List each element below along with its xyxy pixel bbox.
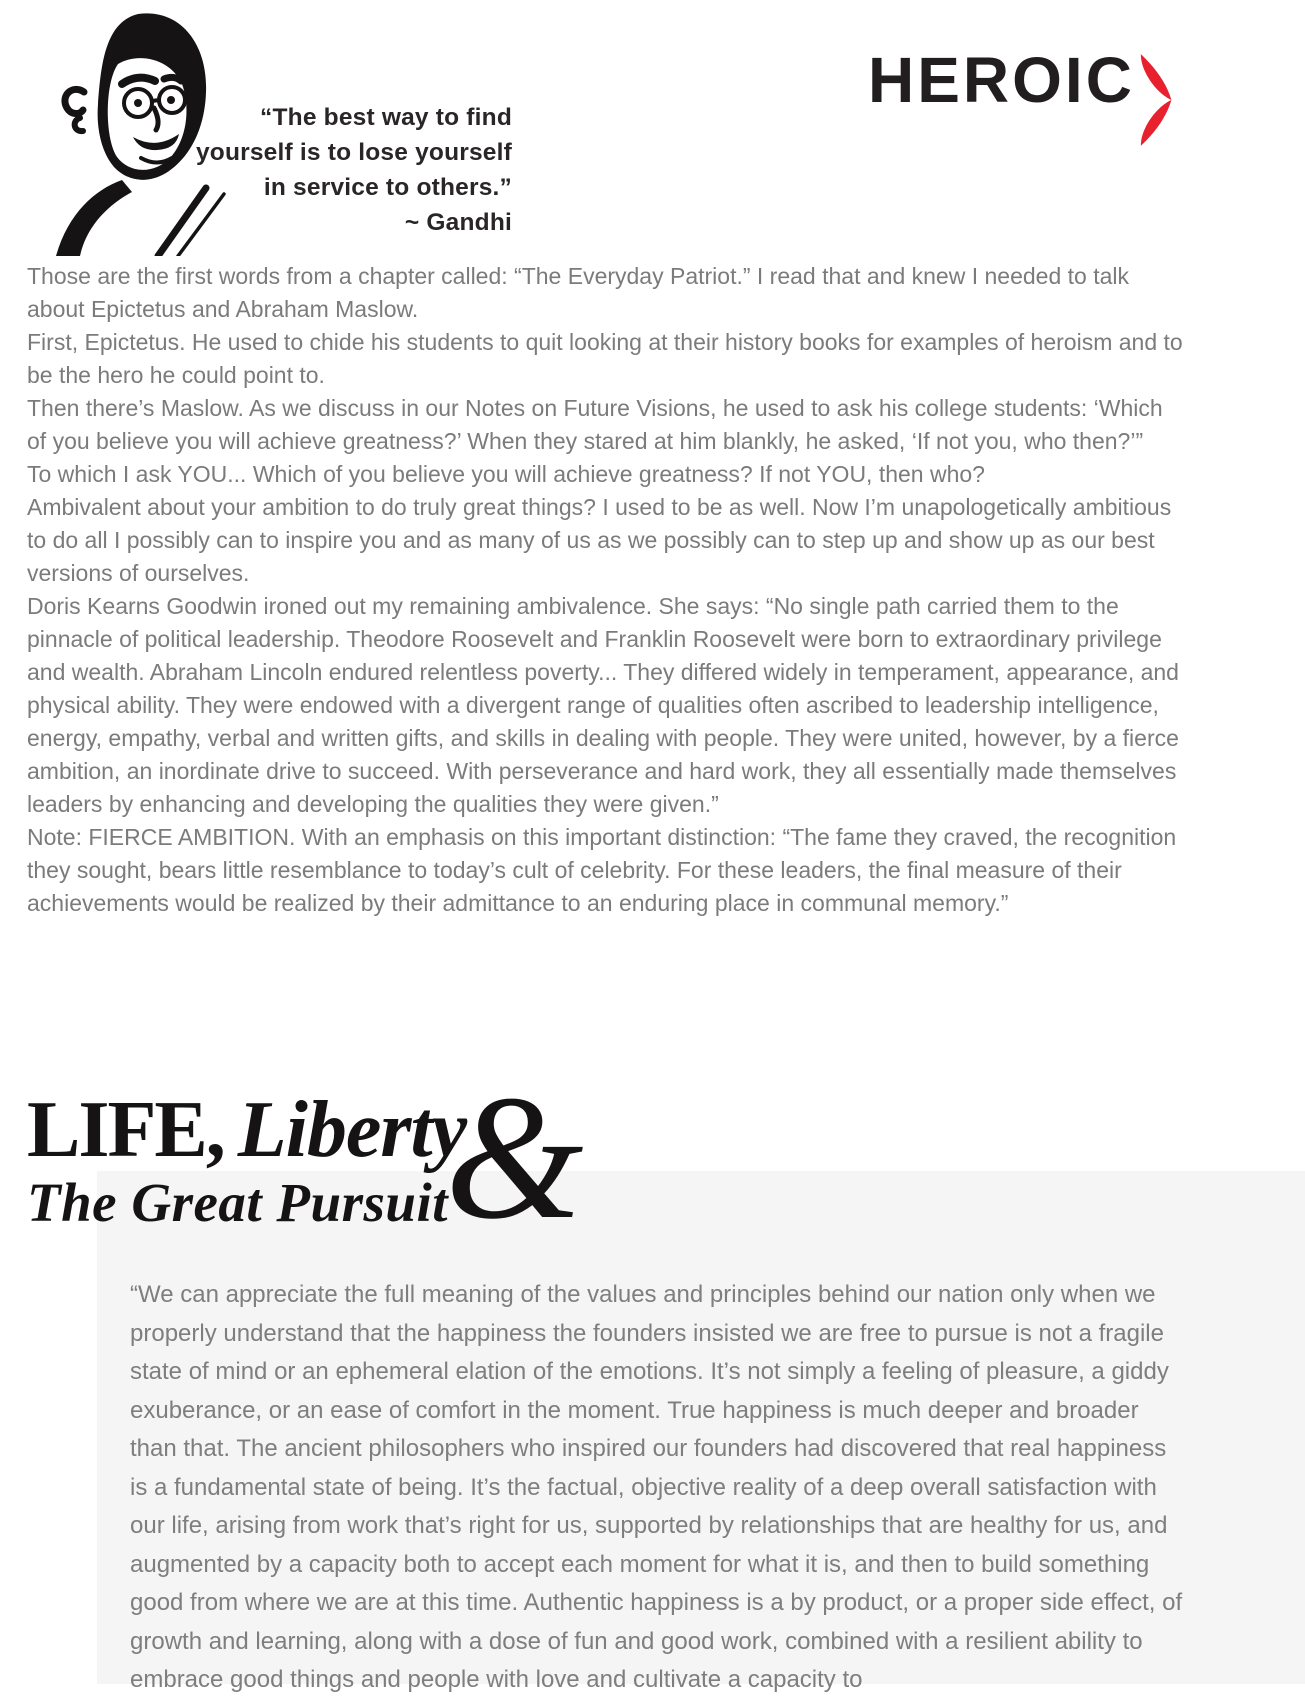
gandhi-quote-attribution: ~ Gandhi <box>404 209 512 236</box>
heading-word-life: LIFE, <box>27 1086 224 1174</box>
pursuit-quote-panel <box>97 1171 1305 1693</box>
gandhi-quote-line: yourself is to lose yourself <box>195 139 512 166</box>
heading-line2: The Great Pursuit <box>27 1172 449 1233</box>
gandhi-quote-line: “The best way to find <box>260 104 512 131</box>
body-paragraph: Ambivalent about your ambition to do truly great things? I used to be as well. Now I’m unapologetically ambitious to do all I possibly can to inspire you and as many of us as we possibly can to step up and show up as our best versions of ourselves. <box>27 494 1172 586</box>
heading-word-liberty: Liberty <box>237 1086 467 1174</box>
body-paragraph: Then there’s Maslow. As we discuss in our Notes on Future Visions, he used to ask his college students: ‘Which of you believe you will achieve greatness?’ When they stared at him blankly, he asked, ‘If not you, who then?’” <box>27 395 1163 454</box>
pursuit-quote-text: “We can appreciate the full meaning of the values and principles behind our nation only when we properly understand that the happiness the founders insisted we are free to pursue is not a fragile state of mind or an ephemeral elation of the emotions. It’s not simply a feeling of pleasure, a giddy exuberance, or an ease of comfort in the moment. True happiness is much deeper and broader than that. The ancient philosophers who inspired our founders had discovered that real happiness is a fundamental state of being. It’s the factual, objective reality of a deep overall satisfaction with our life, arising from work that’s right for us, supported by relationships that are healthy for us, and augmented by a capacity both to accept each moment for what it is, and then to build something good from where we are at this time. Authentic happiness is a by product, or a proper side effect, of growth and learning, along with a dose of fun and good work, combined with a resilient ability to embrace good things and people with love and cultivate a capacity to <box>130 1281 1183 1693</box>
heroic-logo <box>868 44 1179 146</box>
heading-ampersand: & <box>445 1058 584 1256</box>
gandhi-quote-line: in service to others.” <box>263 174 512 201</box>
body-paragraph: Doris Kearns Goodwin ironed out my remaining ambivalence. She says: “No single path carried them to the pinnacle of political leadership. Theodore Roosevelt and Franklin Roosevelt were born to extraordinary privilege and wealth. Abraham Lincoln endured relentless poverty... They differed widely in temperament, appearance, and physical ability. They were endowed with a divergent range of qualities often ascribed to leadership intelligence, energy, empathy, verbal and written gifts, and skills in dealing with people. They were united, however, by a fierce ambition, an inordinate drive to succeed. With perseverance and hard work, they all essentially made themselves leaders by enhancing and developing the qualities they were given.” <box>27 593 1179 817</box>
body-paragraph: Those are the first words from a chapter called: “The Everyday Patriot.” I read that and knew I needed to talk about Epictetus and Abraham Maslow. <box>27 263 1129 322</box>
section-heading <box>27 1058 587 1256</box>
body-paragraph: Note: FIERCE AMBITION. With an emphasis on this important distinction: “The fame they craved, the recognition they sought, bears little resemblance to today’s cult of celebrity. For these leaders, the final measure of their achievements would be realized by their admittance to an enduring place in communal memory.” <box>27 824 1177 916</box>
article-body <box>27 260 1185 920</box>
body-paragraph: To which I ask YOU... Which of you believe you will achieve greatness? If not YOU, then who? <box>27 461 985 487</box>
heroic-flair-icon <box>1137 54 1179 146</box>
heroic-logo-wordmark: HEROIC <box>868 44 1135 116</box>
gandhi-quote <box>160 100 512 240</box>
body-paragraph: First, Epictetus. He used to chide his students to quit looking at their history books for examples of heroism and to be the hero he could point to. <box>27 329 1183 388</box>
